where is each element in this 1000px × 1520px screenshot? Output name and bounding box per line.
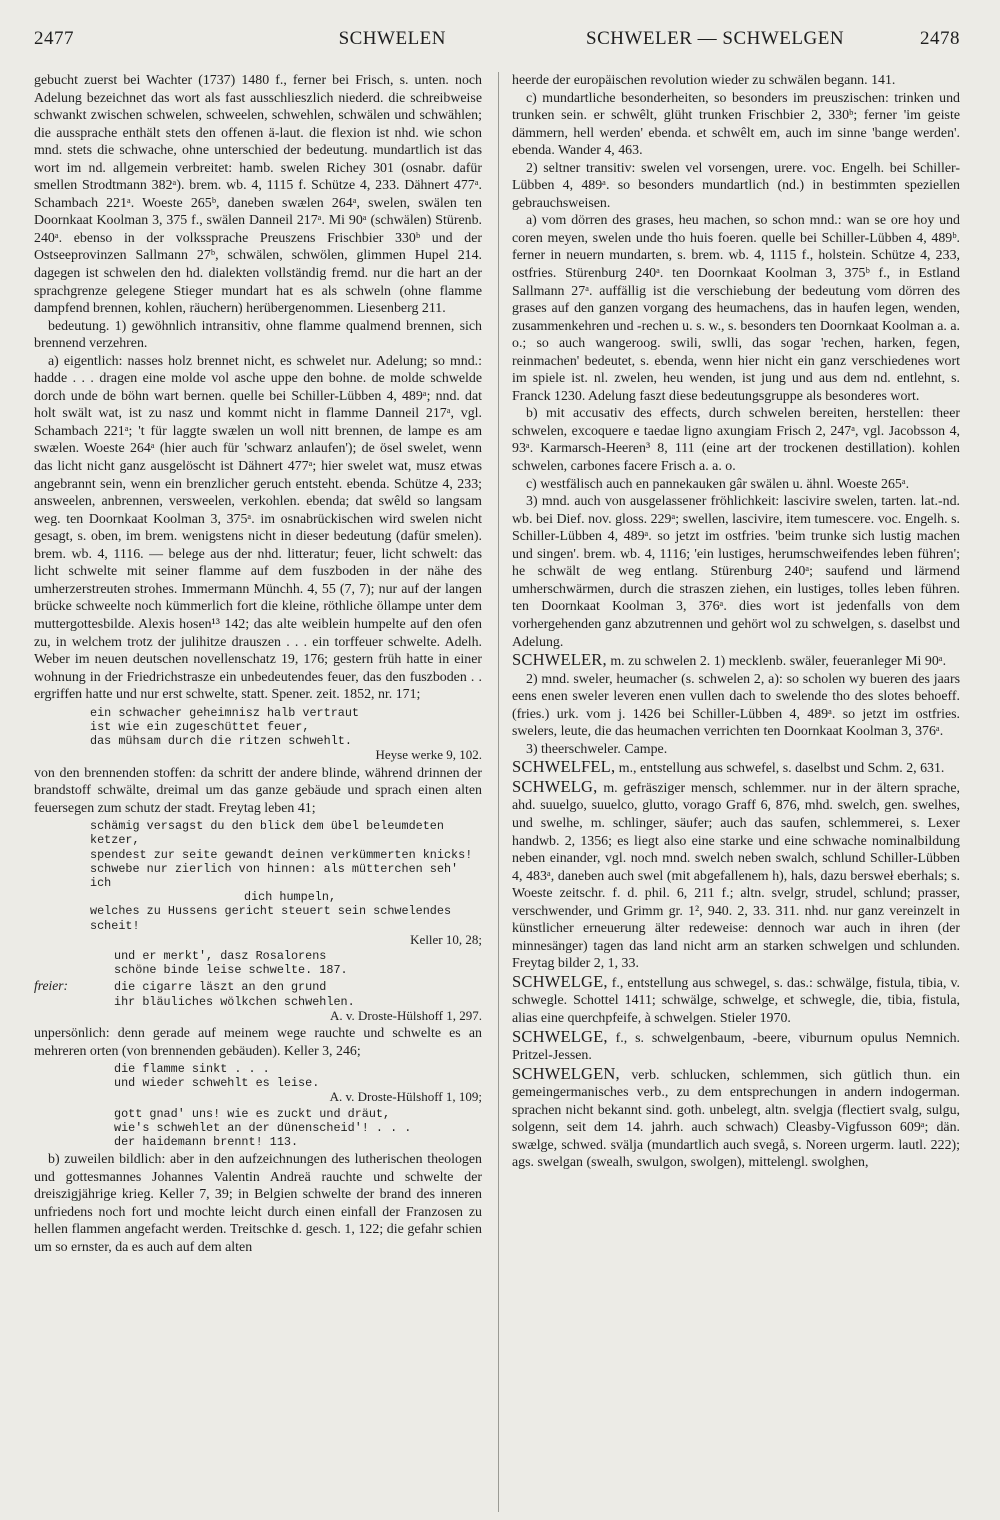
entry-text: 3) theerschweler. Campe. xyxy=(526,741,668,757)
paragraph: bedeutung. 1) gewöhnlich intransitiv, ohne flamme qualmend brennen, sich brennend verzehren. xyxy=(34,318,482,352)
dictionary-entry xyxy=(512,671,960,741)
paragraph: von den brennenden stoffen: da schritt der andere blinde, während drinnen der brandstoff schwälte, dreimal um das ganze gebäude und sprach einen alten feuersegen zum schutz der stadt. Freytag leben 41; xyxy=(34,765,482,816)
verse-line: ist wie ein zugeschüttet feuer, xyxy=(90,719,310,734)
verse-line: ein schwacher geheimnisz halb vertraut xyxy=(90,705,360,720)
verse-line: schöne binde leise schwelte. 187. xyxy=(114,963,348,978)
verse-quote xyxy=(34,1062,482,1105)
paragraph: b) zuweilen bildlich: aber in den aufzeichnungen des lutherischen theologen und gottesmannes Johannes Valentin Andreä rauchte und schwelte der dreiszigjährige krieg. Keller 7, 39; in Belgien schwelte der brand des inneren unfriedens noch fort und mochte leicht durch einen einfall der Franzosen zu hellen flammen angefacht werden. Treitschke d. gesch. 1, 122; die gefahr schien um so ernster, da es auch auf dem alten xyxy=(34,1152,482,1256)
right-header xyxy=(498,28,960,50)
verse-line: die flamme sinkt . . . xyxy=(114,1062,270,1077)
verse-line: spendest zur seite gewandt deinen verkümmerten knicks! xyxy=(90,847,473,862)
entry-text: verb. schlucken, schlemmen, sich gütlich thun. ein gemeingermanisches verb., zu dem entsprechungen in andern indogerman. sprachen nicht bekannt sind. goth. unbelegt, altn. svelgja (flectiert svalg, sulgu, solgenn, seit dem 14. jahrh. auch schwach) Cleasby-Vigfusson 609ᵃ; dän. swælge, schwed. svälja (mundartlich auch svegå, s. Noreen urgerm. lautl. 222); ags. swelgan (swealh, swulgon, swolgen), mittelengl. swolghen, xyxy=(512,1067,960,1171)
entry-text: m., entstellung aus schwefel, s. daselbst und Schm. 2, 631. xyxy=(618,761,945,777)
paragraph: a) vom dörren des grases, heu machen, so schon mnd.: wan se ore hoy und coren meyen, swelen unde tho huis foeren. quelle bei Schiller-Lübben 4, 489ᵇ. ferner in neuern mundarten, s. brem. wb. 4, 1115 f., holstein. Schütze 4, 233, ostfries. Stürenburg 240ᵃ. ten Doornkaat Koolman 3, 375ᵇ f., in Estland Sallmann 27ᵃ. auffällig ist die verschiebung der bedeutung vom dörren des grases auf den ganzen vorgang des heumachens, das in haufen legen, wenden, zusammenkehren und -rechen u. s. w., s. besonders ten Doornkaat Koolman a. a. o.; so auch wangeroog. swili, swlli, das sogar 'rechen, harken, fegen, reinmachen' bedeutet, s. ebenda, wenn hier nicht ein ganz verschiedenes wort im spiele ist. nl. zwelen, heu wenden, ist jung und aus dem nd. entlehnt, s. Franck 1230. Adelung faszt diese bedeutungsgruppe als besonderes wort. xyxy=(512,213,960,404)
quote-label: freier: xyxy=(34,978,68,994)
text-columns xyxy=(34,72,960,1257)
left-header xyxy=(34,28,486,50)
quote-source: A. v. Droste-Hülshoff 1, 297. xyxy=(329,1007,482,1023)
paragraph: 3) mnd. auch von ausgelassener fröhlichkeit: lascivire swelen, tarten. lat.-nd. wb. bei Dief. nov. gloss. 229ᵃ; swellen, lascivire, item tumescere. voc. Engelh. s. Schiller-Lübben 4, 489ᵃ. so jetzt im ostfries. 'beim trunke sich lustig machen und singen'. brem. wb. 4, 1116; 'ein lustiges, herumschweifendes leben führen'; he schwält de weg entlang. Stürenburg 240ᵃ; saufend und lärmend umherschwärmen, durch die straszen ziehen, ein lustiges, tolles leben führen. ten Doornkaat Koolman 3, 376ᵃ. dies wort ist jedenfalls von dem vorhergehenden ganz abzutrennen und gehört wol zu schwelgen, s. daselbst und Adelung. xyxy=(512,494,960,650)
dictionary-entry xyxy=(512,758,960,778)
paragraph: unpersönlich: denn gerade auf meinem wege rauchte und schwelte es an mehreren orten (von brennenden gebäuden). Keller 3, 246; xyxy=(34,1025,482,1059)
verse-line: gott gnad' uns! wie es zuckt und dräut, xyxy=(114,1106,391,1121)
left-page-number: 2477 xyxy=(34,28,74,49)
paragraph: c) mundartliche besonderheiten, so besonders im preuszischen: trinken und trunken sein. er schwêlt, glüht trunken Frischbier 2, 330ᵇ; ferner 'im geiste dämmern, hell werden' ebenda. et schwêlt em, auch im sinne 'bange werden'. ebenda. Wander 4, 463. xyxy=(512,90,960,159)
verse-line: dich humpeln, xyxy=(244,890,337,905)
dictionary-entry xyxy=(512,1065,960,1172)
dictionary-entry xyxy=(512,741,960,759)
dictionary-entry xyxy=(512,1028,960,1065)
paragraph: b) mit accusativ des effects, durch schwelen bereiten, herstellen: theer schwelen, excoquere e taedae ligno axungiam Frisch 2, 247ᵃ, vgl. Jacobsson 4, 93ᵃ. Karmarsch-Heeren³ 8, 111 (eine art der trockenen destillation). kohlen schwelen, carbones facere Frisch a. a. o. xyxy=(512,406,960,475)
paragraph: a) eigentlich: nasses holz brennet nicht, es schwelet nur. Adelung; so mnd.: hadde . . . dragen eine molde vol asche uppe den bohne. de molde schwelde dorch unde de böhn wart bernen. quelle bei Schiller-Lübben 4, 489ᵃ; nnd. dat holt swält wat, ist zu nasz und kommt nicht in flamme Danneil 217ᵃ, vgl. Schambach 221ᵃ; 't für laggte swælen un woll nitt brennen, de lampe es am swælen. Woeste 264ᵃ (hier auch für 'schwarz anlaufen'); de ösel swelet, wenn das licht nicht ganz ausgelöscht ist Dähnert 477ᵃ; hier swelet wat, musz etwas angebrannt sein, wenn ein brenzlicher geruch entsteht. ebenda. Schütze 4, 233; answeelen, anbrennen, versweelen, verkohlen. ebenda; dat swêld so langsam weg. ten Doornkaat Koolman 3, 375ᵃ. im osnabrückischen wird swelen nicht gesagt, s. oben, im brem. wenigstens nicht in dieser bedeutung (dafür smelen). brem. wb. 4, 1116. — belege aus der nhd. litteratur; feuer, licht schwelt: das licht schwelte mit seiner flamme auf dem fuszboden in der nähe des umherzerstreuten strohes. Immermann Münchh. 4, 55 (7, 7); nur auf der langen brücke schweelte noch kümmerlich fort die kleine, röthliche öllampe unter dem muttergottesbilde. Alexis hosen¹³ 142; das alte weiblein humpelte auf den ofen zu, in welchem trotz der julihitze drauszen . . . ein torffeuer schwelte. Adelh. Weber im neuen deutschen novellenschatz 19, 176; gestern früh hatte in einer wohnung in der Friedrichstrasze ein unbedeutendes feuer, das den fuszboden . . ergriffen hatte und nur erst schwelte, statt. Spener. zeit. 1852, nr. 171; xyxy=(34,353,482,703)
entry-headword: SCHWELGEN, xyxy=(512,1063,620,1083)
entry-text: f., s. schwelgenbaum, -beere, viburnum opulus Nemnich. Pritzel-Jessen. xyxy=(512,1030,960,1064)
verse-line: wie's schwehlet an der dünenscheid'! . . . xyxy=(114,1120,412,1135)
right-running-title: SCHWELER — SCHWELGEN xyxy=(586,28,845,49)
verse-line: und wieder schwehlt es leise. xyxy=(114,1076,320,1091)
page-header xyxy=(34,28,960,66)
entry-headword: SCHWELG, xyxy=(512,776,598,796)
entry-headword: SCHWELGE, xyxy=(512,971,608,991)
paragraph: gebucht zuerst bei Wachter (1737) 1480 f., ferner bei Frisch, s. unten. noch Adelung bezeichnet das wort als fast ausschlieszlich niederd. die schreibweise schwankt zwischen schwelen, schweelen, schwehlen, schwälen und schwählen; die aussprache enthält stets den offenen ä-laut. die flexion ist nhd. wie schon mnd. stets die schwache, ohne unterschied der bedeutung. mundartlich ist das wort im nd. allgemein verbreitet: hamb. swelen Richey 301 (osnabr. dafür smellen Strodtmann 382ᵃ). brem. wb. 4, 1115 f. Schütze 4, 233. Dähnert 477ᵃ. Schambach 221ᵃ. Woeste 265ᵇ, daneben swælen 264ᵃ, swelen, swälen ten Doornkaat Koolman 3, 375 f., swälen Danneil 217ᵃ. Mi 90ᵃ (schwälen) Stürenb. 240ᵃ. ebenso in der volkssprache Preuszens Frischbier 330ᵇ und der Ostseeprovinzen Sallmann 27ᵇ, schwälen, schwölen, glimmen Hupel 214. dagegen ist schwelen den hd. dialekten vollständig fremd. nur die hart an der sprachgrenze gelegene Stieger mundart hat es als schweln (ohne flamme dampfend brennen, kohlen, räuchern) herübergenommen. Liesenberg 211. xyxy=(34,73,482,317)
verse-line: das mühsam durch die ritzen schwehlt. xyxy=(90,734,352,749)
verse-line: ihr bläuliches wölkchen schwehlen. xyxy=(114,994,355,1009)
paragraph: heerde der europäischen revolution wieder zu schwälen begann. 141. xyxy=(512,73,896,88)
verse-quote xyxy=(34,706,482,763)
dictionary-entry xyxy=(512,973,960,1028)
paragraph: 2) seltner transitiv: swelen vel vorsengen, urere. voc. Engelh. bei Schiller-Lübben 4, 489ᵃ. so besonders mundartlich (nd.) in bestimmten speziellen gebrauchsweisen. xyxy=(512,160,960,211)
verse-line: schwebe nur zierlich von hinnen: als mütterchen seh' ich xyxy=(90,861,466,890)
verse-line: welches zu Hussens gericht steuert sein schwelendes scheit! xyxy=(90,904,459,933)
left-column xyxy=(34,72,482,1257)
verse-line: die cigarre läszt an den grund xyxy=(114,980,327,995)
entry-text: m. gefräsziger mensch, schlemmer. nur in der ältern sprache, ahd. suuelgo, suuelco, glutto, vorago Graff 6, 876, mhd. swelch, gen. swelhes, und swelhe, m. schlinger, säufer; auch das saufen, schlemmerei, s. Lexer handwb. 2, 1356; es liegt also eine starke und eine schwache nominalbildung neben einander, vgl. noch mnd. swelch neben swalch, schlund Schiller-Lübben 4, 483ᵃ, daneben auch swel (mit abgefallenem h), hals, dazu bersweł eberhals; s. Woeste zeitschr. f. d. phil. 6, 211 f.; altn. svelgr, strudel, schlund; prasser, verschwender, und Grimm gr. 1², 940. 2, 33. 311. nhd. nur ganz vereinzelt in künstlicher erneuerung älter redeweise: dennoch war auch in ihren (der minnesänger) tagen das land nicht arm an starken schwelgen und schlunden. Freytag bilder 2, 1, 33. xyxy=(512,780,960,972)
quote-source: A. v. Droste-Hülshoff 1, 109; xyxy=(329,1089,482,1105)
dictionary-entry xyxy=(512,651,960,671)
verse-quote xyxy=(34,1107,482,1150)
entry-headword: SCHWELGE, xyxy=(512,1026,608,1046)
verse-quote xyxy=(34,819,482,947)
entry-text: m. zu schwelen 2. 1) mecklenb. swäler, feueranleger Mi 90ᵃ. xyxy=(610,654,947,670)
verse-quote xyxy=(34,949,482,977)
entry-text: 2) mnd. sweler, heumacher (s. schwelen 2, a): so scholen wy bueren des jaars eens enen sweler leveren enen vullen dach to swelende tho des slotes behoeff. (fries.) urk. vom j. 1426 bei Schiller-Lübben 4, 489ᵃ. so jetzt im ostfries. swelers, leute, die das heumachen verrichten ten Doornkaat Koolman 3, 376ᵃ. xyxy=(512,671,960,740)
column-divider xyxy=(498,72,499,1512)
entry-headword: SCHWELFEL, xyxy=(512,757,616,777)
verse-line: schämig versagst du den blick dem übel beleumdeten ketzer, xyxy=(90,819,452,848)
quote-source: Keller 10, 28; xyxy=(410,931,482,947)
verse-line: und er merkt', dasz Rosalorens xyxy=(114,948,327,963)
verse-quote xyxy=(34,979,482,1023)
right-page-number: 2478 xyxy=(920,28,960,49)
paragraph: c) westfälisch auch en pannekauken gâr swälen u. ähnl. Woeste 265ᵃ. xyxy=(526,476,910,492)
right-column xyxy=(512,72,960,1257)
left-running-title: SCHWELEN xyxy=(338,28,446,49)
verse-line: der haidemann brennt! 113. xyxy=(114,1135,299,1150)
quote-source: Heyse werke 9, 102. xyxy=(375,747,482,763)
dictionary-entry xyxy=(512,778,960,973)
entry-headword: SCHWELER, xyxy=(512,650,607,670)
entry-text: f., entstellung aus schwegel, s. das.: schwälge, fistula, tibia, v. schwegle. Schottel 1411; schwälge, schwelge, et schwegle, die, tibia, fistula, alias eine querchpfeife, à schwelgen. Stieler 1970. xyxy=(512,975,960,1026)
